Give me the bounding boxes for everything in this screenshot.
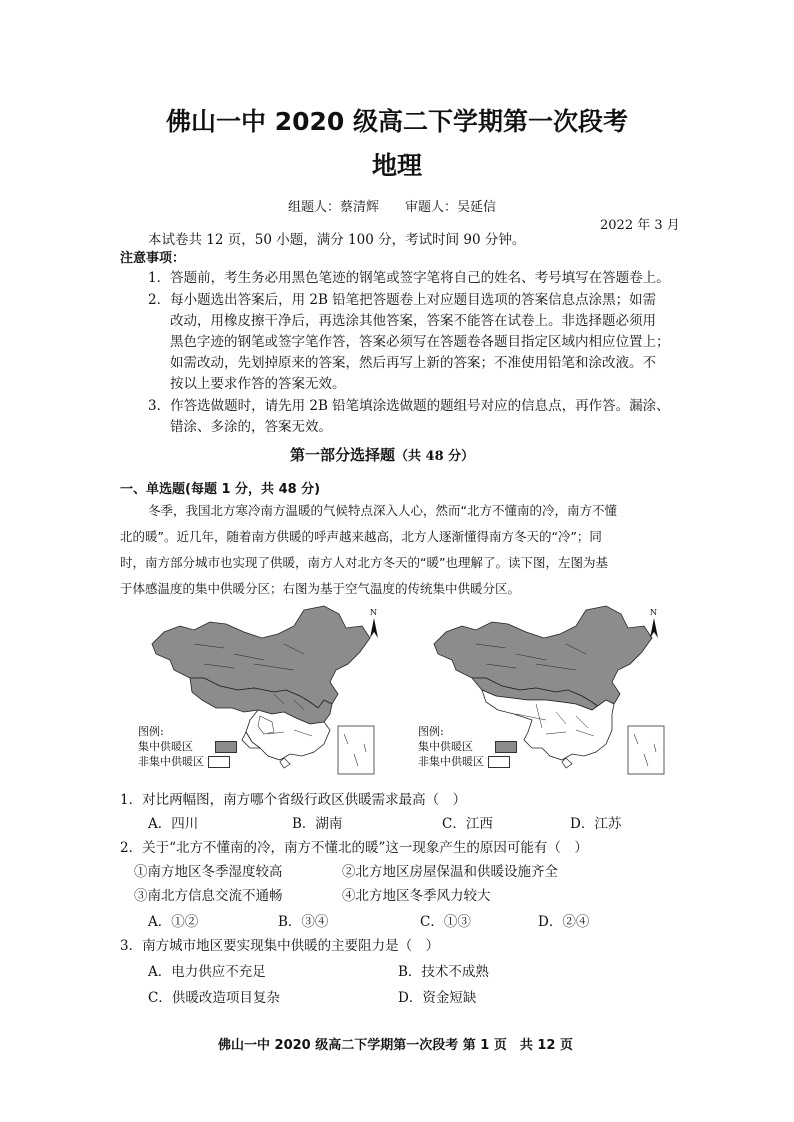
q1-option-c: C．江西 [442,816,493,832]
heated-swatch [495,741,517,753]
part-heading [290,444,474,465]
q2-option-d: D．②④ [538,914,590,930]
note-line: 如需改动，先划掉原来的答案，然后再写上新的答案；不准使用铅笔和涂改液。不 [170,355,656,371]
legend-heated-row [138,739,237,754]
note-line: 1．答题前，考生务必用黑色笔迹的钢笔或签字笔将自己的姓名、考号填写在答题卷上。 [148,270,670,286]
north-label-left: N [370,608,377,617]
part-title: 第一部分选择题 [290,446,396,464]
q1-option-b: B．湖南 [292,816,343,832]
note-line: 改动，用橡皮擦干净后，再选涂其他答案，答案不能答在试卷上。非选择题必须用 [170,313,656,329]
legend-left [138,724,237,769]
note-line: 错涂、多涂的，答案无效。 [170,419,332,435]
passage-line: 于体感温度的集中供暖分区；右图为基于空气温度的传统集中供暖分区。 [120,581,521,596]
note-line: 按以上要求作答的答案无效。 [170,376,346,392]
q3-option-a: A．电力供应不充足 [148,964,266,980]
legend-heated-label: 集中供暖区 [418,740,473,753]
page-footer: 佛山一中 2020 级高二下学期第一次段考 第 1 页 共 12 页 [218,1038,573,1053]
q3-option-b: B．技术不成熟 [398,964,489,980]
passage-line: 冬季，我国北方寒冷南方温暖的气候特点深入人心，然而“北方不懂南的冷，南方不懂 [148,503,617,518]
q3-option-c: C．供暖改造项目复杂 [148,990,280,1006]
note-line: 黑色字迹的钢笔或签字笔作答，答案必须写在答题卷各题目指定区域内相应位置上； [170,334,670,350]
note-line: 2．每小题选出答案后，用 2B 铅笔把答题卷上对应题目选项的答案信息点涂黑；如需 [148,292,657,308]
q2-statement-3: ③南北方信息交流不通畅 [134,888,283,904]
question-2-stem: 2．关于“北方不懂南的冷，南方不懂北的暖”这一现象产生的原因可能有（ ） [120,840,588,856]
notes-heading: 注意事项： [120,251,186,266]
legend-unheated-row [138,754,237,769]
q2-option-c: C．①③ [420,914,471,930]
legend-unheated-label: 非集中供暖区 [138,755,204,768]
exam-title: 佛山一中 2020 级高二下学期第一次段考 [166,107,628,136]
legend-heated-label: 集中供暖区 [138,740,193,753]
q2-statement-2: ②北方地区房屋保温和供暖设施齐全 [342,864,558,880]
q2-option-a: A．①② [148,914,199,930]
passage-line: 时，南方部分城市也实现了供暖，南方人对北方冬天的“暖”也理解了。读下图，左图为基 [120,555,608,570]
exam-date: 2022 年 3 月 [600,218,680,233]
question-1-stem: 1．对比两幅图，南方哪个省级行政区供暖需求最高（ ） [120,792,467,808]
legend-right [418,724,517,769]
north-label-right: N [650,608,657,617]
q3-option-d: D．资金短缺 [398,990,477,1006]
heated-swatch [215,741,237,753]
authors-line: 组题人：蔡清辉 审题人：吴延信 [288,200,497,215]
question-3-stem: 3．南方城市地区要实现集中供暖的主要阻力是（ ） [120,938,440,954]
legend-title: 图例: [418,725,444,738]
legend-title: 图例: [138,725,164,738]
note-line: 3．作答选做题时，请先用 2B 铅笔填涂选做题的题组号对应的信息点，再作答。漏涂、 [148,398,670,414]
q1-option-a: A．四川 [148,816,199,832]
legend-unheated-row [418,754,517,769]
q2-statement-1: ①南方地区冬季湿度较高 [134,864,283,880]
q2-option-b: B．③④ [278,914,329,930]
unheated-swatch [488,756,510,768]
intro-text: 本试卷共 12 页，50 小题，满分 100 分，考试时间 90 分钟。 [148,232,526,248]
part-points: （共 48 分） [395,449,475,464]
q1-option-d: D．江苏 [570,816,622,832]
legend-heated-row [418,739,517,754]
section-heading: 一、单选题(每题 1 分，共 48 分) [120,482,321,497]
unheated-swatch [208,756,230,768]
legend-unheated-label: 非集中供暖区 [418,755,484,768]
passage-line: 北的暖”。近几年，随着南方供暖的呼声越来越高，北方人逐渐懂得南方冬天的“冷”；同 [120,529,602,544]
q2-statement-4: ④北方地区冬季风力较大 [342,888,491,904]
subject-title: 地理 [371,151,422,180]
